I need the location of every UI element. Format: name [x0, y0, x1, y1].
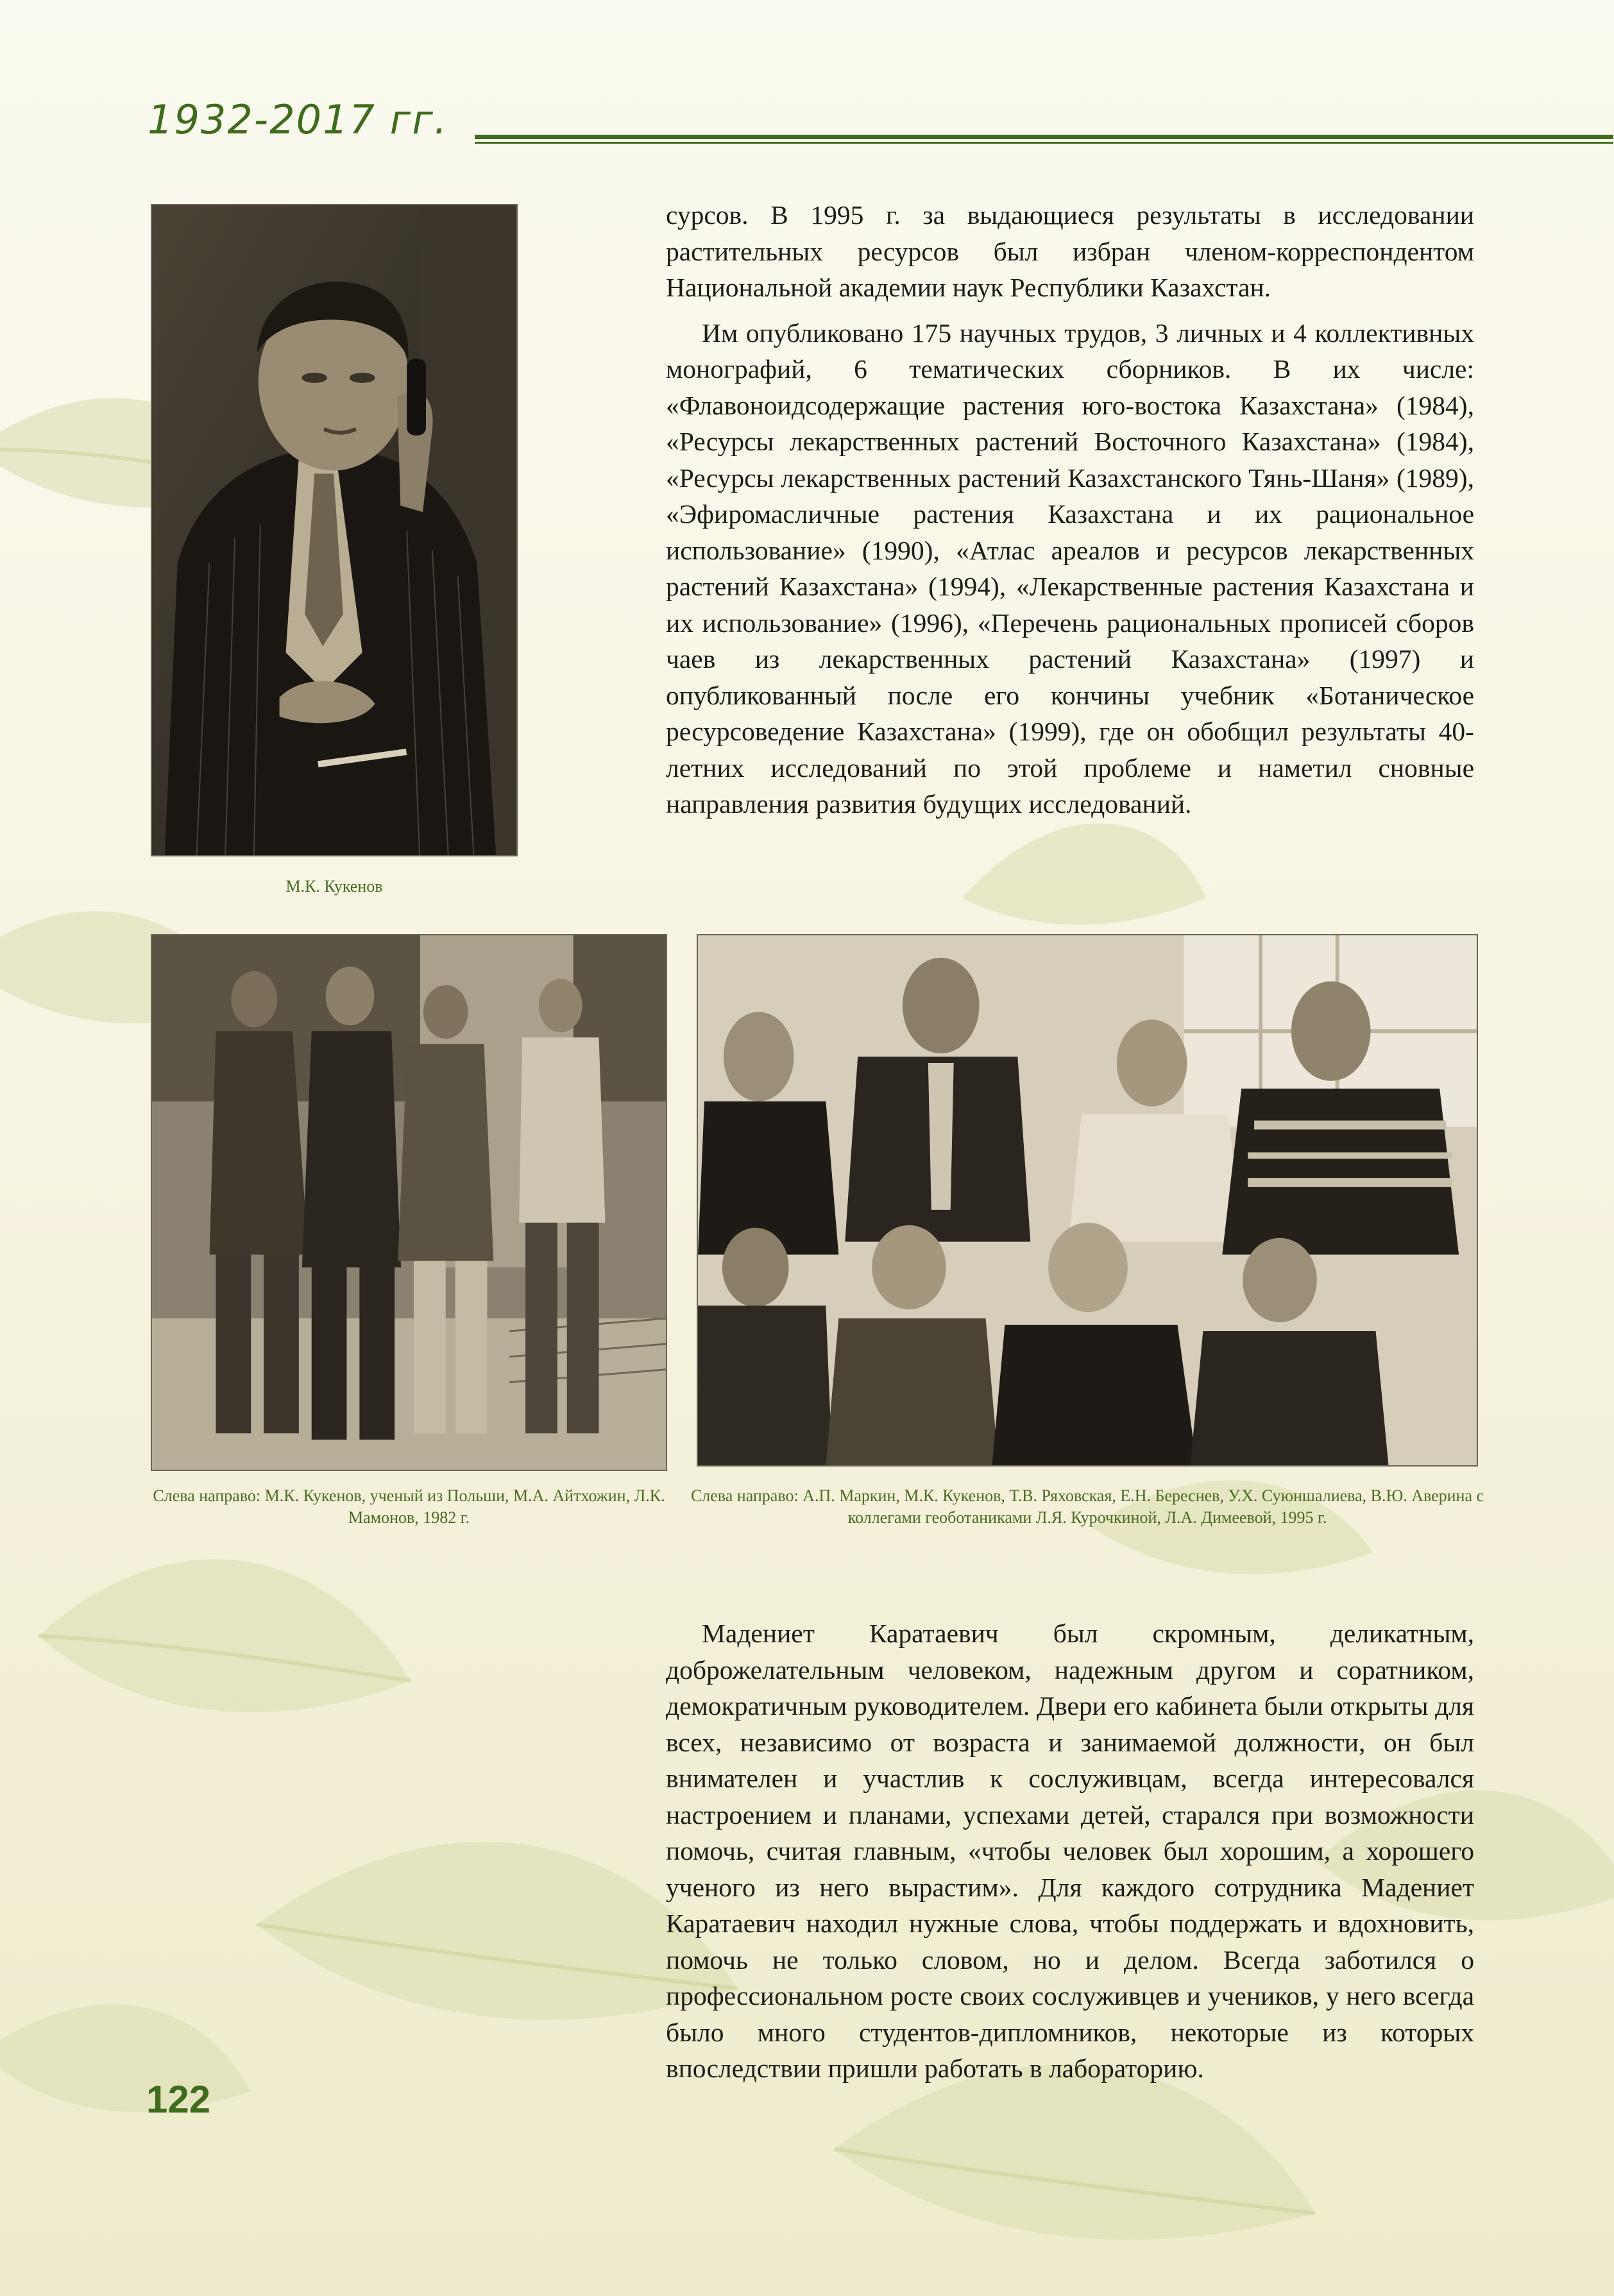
divider-thin-line: [475, 142, 1613, 144]
text-block-top: [666, 197, 1474, 822]
group-photo-1995: [697, 934, 1478, 1467]
paragraph-character: Мадениет Каратаевич был скромным, деликатным, доброжелательным человеком, надежным другом и соратником, демократичным руководителем. Двери его кабинета были открыты для всех, независимо от возраста и занимаемой должности, он был внимателен и участлив к сослуживцам, всегда интересовался настроением и планами, успехами детей, старался при возможности помочь, считая главным, «чтобы человек был хорошим, а хорошего ученого из него вырастим». Для каждого сотрудника Мадениет Каратаевич находил нужные слова, чтобы поддержать и вдохновить, помочь не только словом, но и делом. Всегда заботился о профессиональном росте своих сослуживцев и учеников, у него всегда было много студентов-дипломников, некоторые из которых впоследствии пришли работать в лабораторию.: [666, 1619, 1474, 2083]
group-photo-1982: [151, 934, 667, 1471]
caption-portrait: М.К. Кукенов: [285, 877, 383, 896]
page-number: 122: [146, 2078, 211, 2121]
portrait-photo-image: [152, 205, 516, 855]
caption-group-photo-1982: Слева направо: М.К. Кукенов, ученый из Польши, М.А. Айтхожин, Л.К. Мамонов, 1982 г.: [153, 1486, 665, 1527]
header-years: 1932-2017 гг.: [148, 96, 448, 143]
divider-thick-line: [475, 135, 1613, 139]
portrait-photo-kukenov: [151, 204, 518, 856]
caption-group-photo-1995: Слева направо: А.П. Маркин, М.К. Кукенов, Т.В. Ряховская, Е.Н. Береснев, У.Х. Суюншалиева, В.Ю. Аверина с коллегами геоботаниками Л.Я. Курочкиной, Л.А. Димеевой, 1995 г.: [690, 1486, 1484, 1527]
paragraph-publications: Им опубликовано 175 научных трудов, 3 личных и 4 коллективных монографий, 6 тематических сборников. В их числе: «Флавоноидсодержащие растения юго-востока Казахстана» (1984), «Ресурсы лекарственных растений Восточного Казахстана» (1984), «Ресурсы лекарственных растений Казахстанского Тянь-Шаня» (1989), «Эфиромасличные растения Казахстана и их рациональное использование» (1990), «Атлас ареалов и ресурсов лекарственных растений Казахстана» (1994), «Лекарственные растения Казахстана и их использование» (1996), «Перечень рациональных прописей сборов чаев из лекарственных растений Казахстана» (1997) и опубликованный после его кончины учебник «Ботаническое ресурсоведение Казахстана» (1999), где он обобщил результаты 40-летних исследований по этой проблеме и наметил сновные направления развития будущих исследований.: [666, 318, 1474, 819]
paragraph-membership: сурсов. В 1995 г. за выдающиеся результаты в исследовании растительных ресурсов был избран членом-корреспондентом Национальной академии наук Республики Казахстан.: [666, 200, 1474, 302]
group-photo-1995-image: [698, 935, 1477, 1465]
group-photo-1982-image: [152, 935, 666, 1470]
header-divider: [475, 135, 1613, 144]
